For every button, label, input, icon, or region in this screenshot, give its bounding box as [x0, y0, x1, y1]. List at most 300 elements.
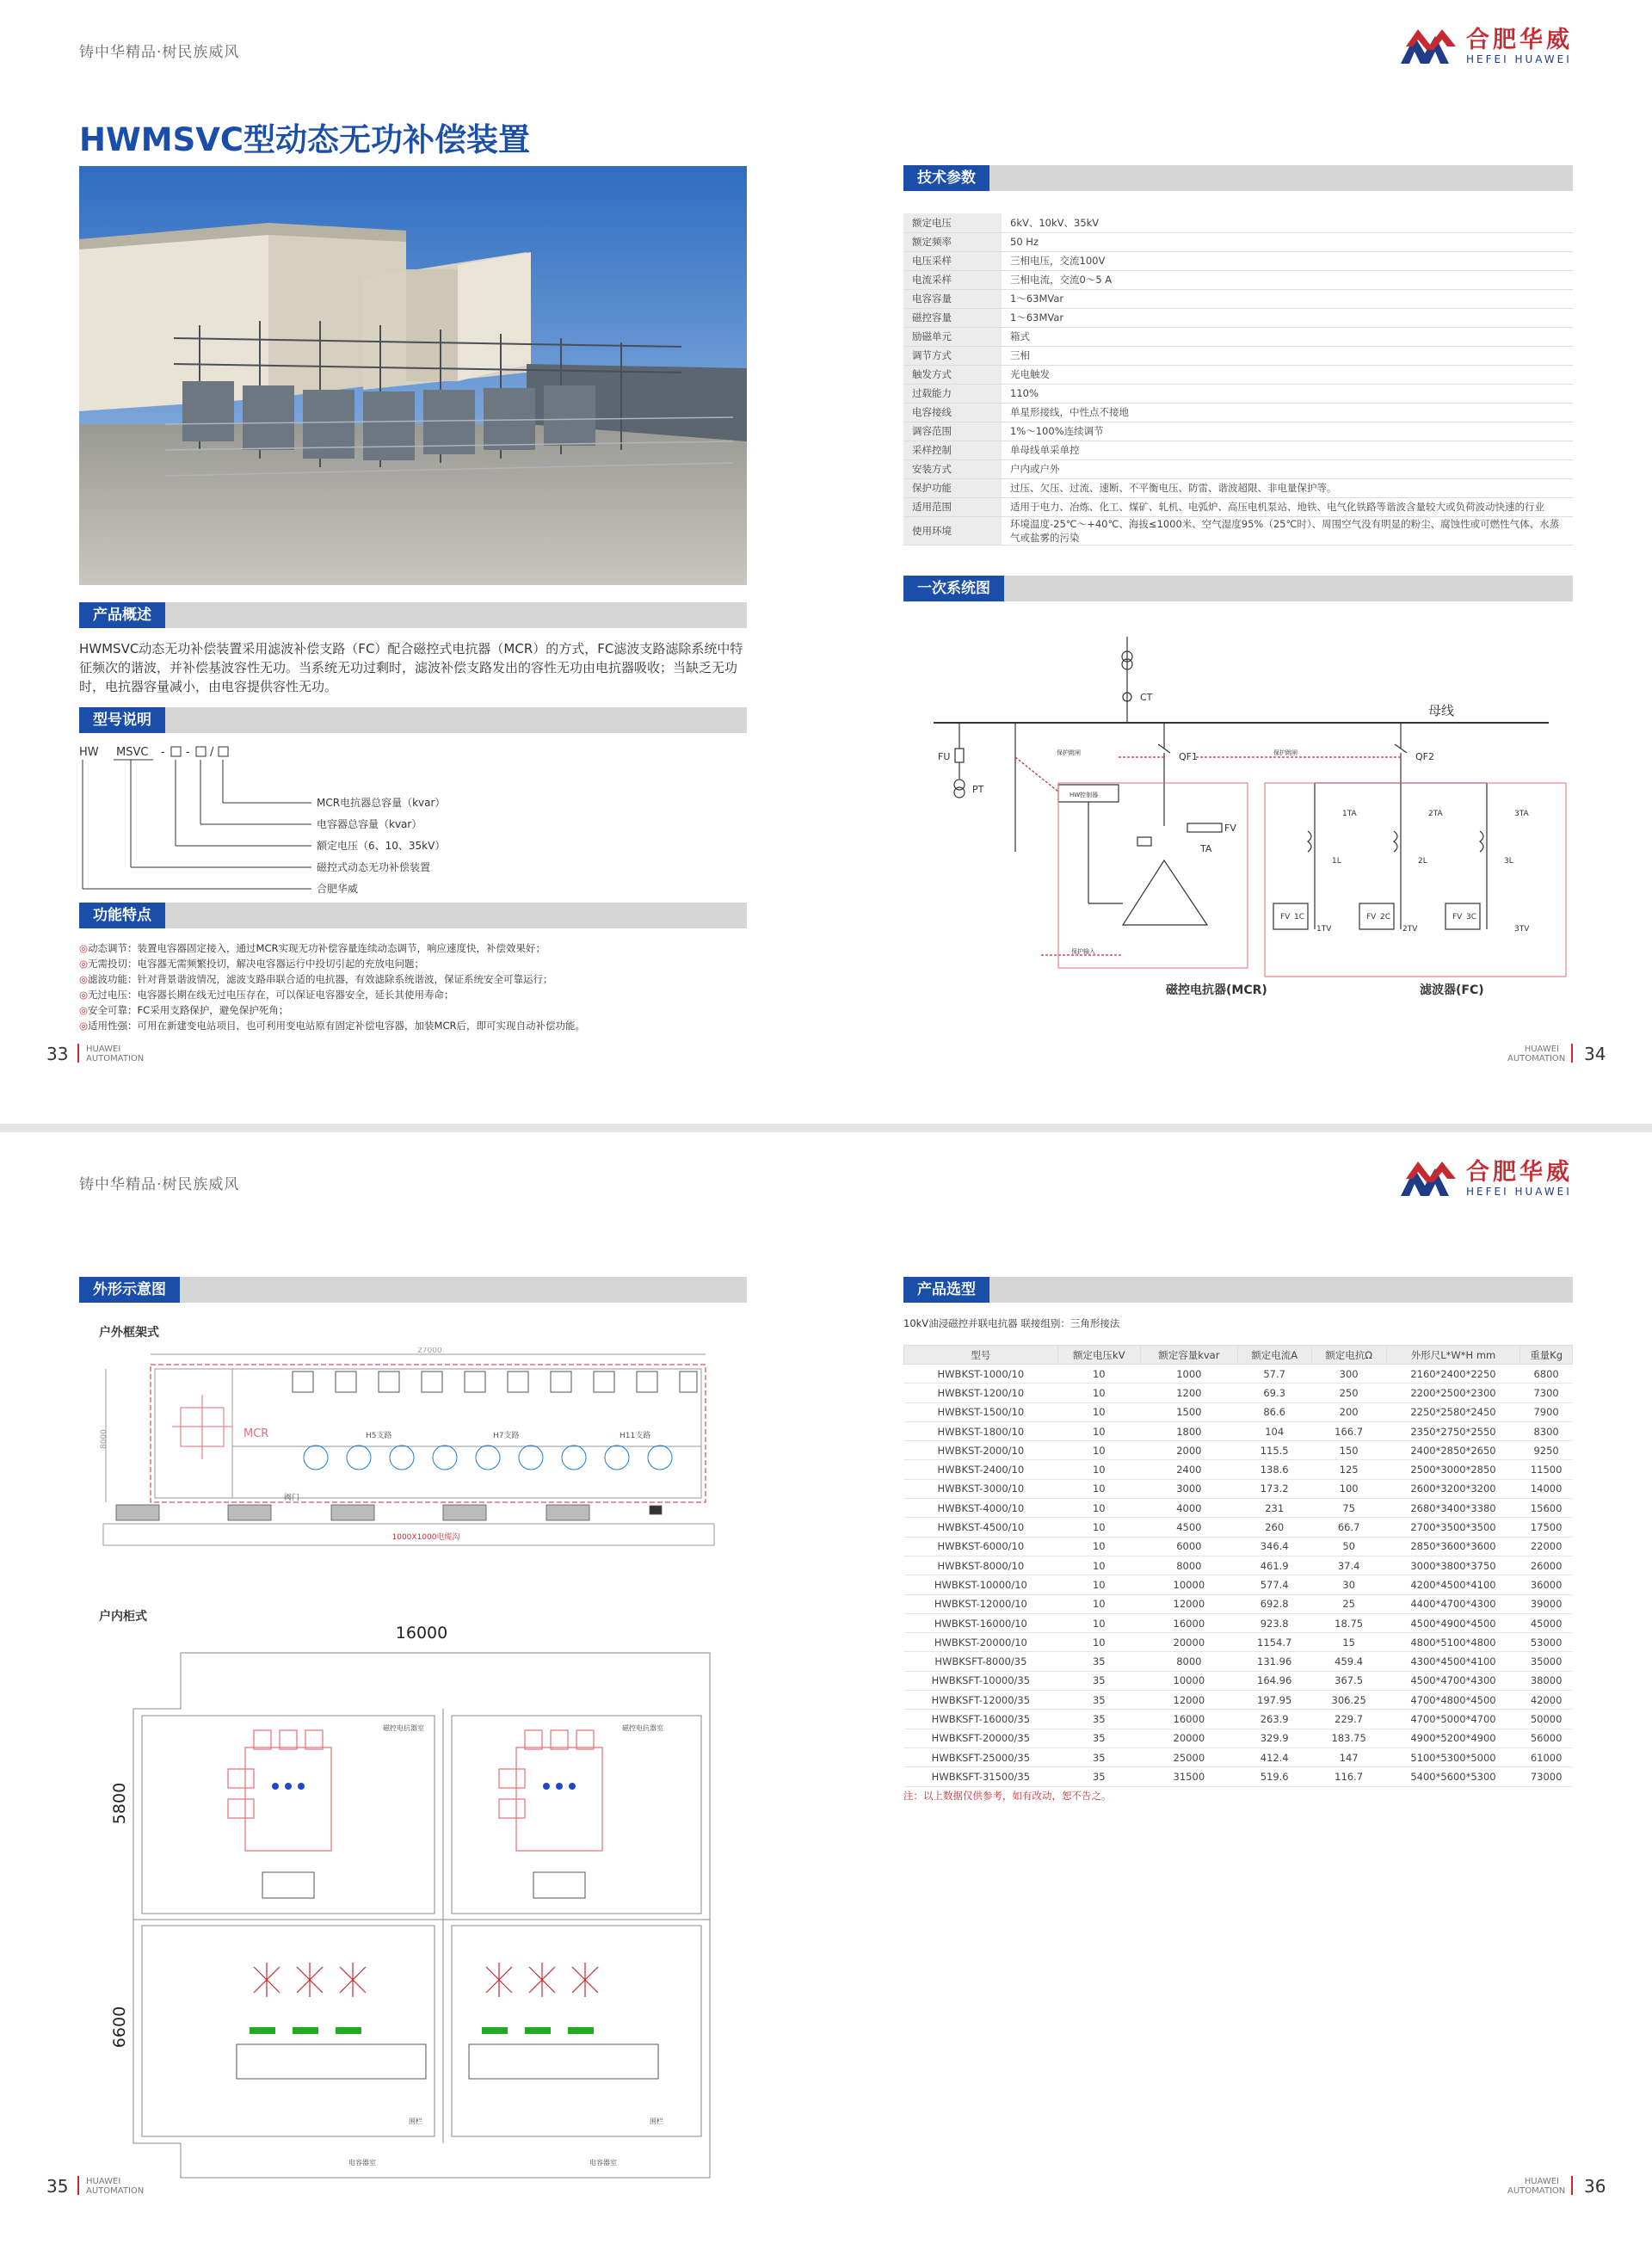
- tech-param-name: 磁控容量: [903, 308, 1002, 327]
- indoor-room-2: 磁控电抗器室: [622, 1724, 663, 1732]
- outdoor-label: 户外框架式: [99, 1326, 159, 1340]
- table-cell: HWBKSFT-16000/35: [904, 1710, 1058, 1729]
- table-cell: 692.8: [1237, 1594, 1311, 1613]
- outdoor-height: 8000: [100, 1429, 108, 1449]
- tech-param-value: 1～63MVar: [1002, 289, 1573, 308]
- table-cell: 173.2: [1237, 1479, 1311, 1498]
- table-cell: 459.4: [1311, 1652, 1386, 1671]
- tech-row: [903, 403, 1573, 422]
- outline-header: [79, 1277, 747, 1303]
- model-code-dash-2: -: [186, 746, 190, 759]
- tech-param-value: 环境温度-25℃～+40℃、海拔≤1000米、空气湿度95%（25℃时）、周围空气没有明显的粉尘、腐蚀性或可燃性气体、水蒸气或盐雾的污染: [1002, 516, 1573, 545]
- table-cell: 5400*5600*5300: [1386, 1767, 1520, 1786]
- table-cell: 50: [1311, 1537, 1386, 1556]
- table-cell: 197.95: [1237, 1691, 1311, 1710]
- table-cell: HWBKST-1800/10: [904, 1421, 1058, 1440]
- table-cell: 53000: [1520, 1633, 1573, 1652]
- overview-title: 产品概述: [79, 602, 165, 628]
- table-cell: 20000: [1140, 1729, 1237, 1747]
- tech-param-name: 安装方式: [903, 459, 1002, 478]
- table-cell: 4900*5200*4900: [1386, 1729, 1520, 1747]
- outdoor-cable: 1000X1000电缆沟: [391, 1533, 460, 1542]
- tech-param-value: 三相电流，交流0～5 A: [1002, 270, 1573, 289]
- footer-brand: HUAWEI AUTOMATION: [1507, 2177, 1566, 2196]
- tech-param-value: 适用于电力、冶炼、化工、煤矿、轧机、电弧炉、高压电机泵站、地铁、电气化铁路等谐波含量较大或负荷波动快速的行业: [1002, 497, 1573, 516]
- table-cell: 69.3: [1237, 1384, 1311, 1402]
- table-cell: 150: [1311, 1441, 1386, 1460]
- tech-table: [903, 213, 1573, 546]
- page-number-35: 35: [46, 2176, 69, 2197]
- outdoor-h11: H11支路: [620, 1432, 651, 1440]
- page-tagline: 铸中华精品·树民族威风: [79, 1176, 240, 1193]
- tech-param-value: 50 Hz: [1002, 232, 1573, 251]
- bullet-icon: ◎: [79, 1004, 89, 1016]
- tech-param-name: 调容范围: [903, 422, 1002, 441]
- model-code-hw: HW: [79, 746, 99, 759]
- tech-row: [903, 213, 1573, 232]
- tech-param-value: 单母线单采单控: [1002, 441, 1573, 459]
- page-tagline: 铸中华精品·树民族威风: [79, 44, 240, 61]
- model-header: [79, 707, 747, 733]
- table-cell: 35: [1057, 1652, 1140, 1671]
- table-cell: HWBKST-20000/10: [904, 1633, 1058, 1652]
- tech-param-value: 1%～100%连续调节: [1002, 422, 1573, 441]
- company-logo: [1399, 1160, 1573, 1198]
- outline-title: 外形示意图: [79, 1277, 180, 1303]
- table-cell: 412.4: [1237, 1747, 1311, 1766]
- page-number-34: 34: [1584, 1044, 1606, 1064]
- table-cell: 31500: [1140, 1767, 1237, 1786]
- table-cell: 260: [1237, 1518, 1311, 1537]
- tech-row: [903, 289, 1573, 308]
- table-cell: 36000: [1520, 1575, 1573, 1594]
- table-cell: 17500: [1520, 1518, 1573, 1537]
- table-cell: 10: [1057, 1556, 1140, 1575]
- indoor-layout-drawing: [99, 1623, 718, 2182]
- table-cell: 1800: [1140, 1421, 1237, 1440]
- tech-row: [903, 365, 1573, 384]
- table-column-header: 额定电压kV: [1057, 1346, 1140, 1365]
- table-cell: 11500: [1520, 1460, 1573, 1479]
- table-cell: HWBKST-12000/10: [904, 1594, 1058, 1613]
- table-cell: 4800*5100*4800: [1386, 1633, 1520, 1652]
- table-cell: 30: [1311, 1575, 1386, 1594]
- table-cell: 10000: [1140, 1575, 1237, 1594]
- table-cell: 5100*5300*5000: [1386, 1747, 1520, 1766]
- outdoor-h7: H7支路: [493, 1432, 520, 1440]
- table-cell: 14000: [1520, 1479, 1573, 1498]
- label-protect-1: 保护跳闸: [1057, 749, 1081, 756]
- table-cell: 10: [1057, 1575, 1140, 1594]
- tech-param-name: 使用环境: [903, 516, 1002, 545]
- indoor-room-1: 磁控电抗器室: [383, 1724, 424, 1732]
- label-2ta: 2TA: [1428, 810, 1443, 818]
- tech-param-name: 触发方式: [903, 365, 1002, 384]
- overview-text: HWMSVC动态无功补偿装置采用滤波补偿支路（FC）配合磁控式电抗器（MCR）的方式，FC滤波支路滤除系统中特征频次的谐波，并补偿基波容性无功。当系统无功过剩时，滤波补偿支路发出的容性无功由电抗器吸收；当缺乏无功时，电抗器容量减小，由电容提供容性无功。: [79, 641, 743, 694]
- table-cell: 250: [1311, 1384, 1386, 1402]
- table-cell: 56000: [1520, 1729, 1573, 1747]
- table-row: [904, 1671, 1573, 1690]
- tech-row: [903, 232, 1573, 251]
- tech-row: [903, 308, 1573, 327]
- table-cell: 4500*4700*4300: [1386, 1671, 1520, 1690]
- tech-param-value: 过压、欠压、过流、速断、不平衡电压、防雷、谐波超限、非电量保护等。: [1002, 478, 1573, 497]
- tech-title: 技术参数: [903, 165, 989, 191]
- table-row: [904, 1441, 1573, 1460]
- feature-item: ◎动态调节：装置电容器固定接入，通过MCR实现无功补偿容量连续动态调节，响应速度快，补偿效果好；: [79, 942, 546, 954]
- table-cell: 25: [1311, 1594, 1386, 1613]
- table-column-header: 型号: [904, 1346, 1058, 1365]
- label-fv: FV: [1224, 823, 1236, 834]
- selection-header: [903, 1277, 1573, 1303]
- indoor-label: 户内柜式: [99, 1610, 147, 1624]
- table-row: [904, 1575, 1573, 1594]
- table-cell: 42000: [1520, 1691, 1573, 1710]
- tech-row: [903, 459, 1573, 478]
- table-cell: HWBKST-8000/10: [904, 1556, 1058, 1575]
- tech-param-name: 电容接线: [903, 403, 1002, 422]
- table-cell: 131.96: [1237, 1652, 1311, 1671]
- label-3c: 3C: [1466, 913, 1477, 922]
- overview-header: [79, 602, 747, 628]
- bullet-icon: ◎: [79, 942, 89, 954]
- table-cell: 100: [1311, 1479, 1386, 1498]
- table-cell: 4700*5000*4700: [1386, 1710, 1520, 1729]
- selection-subtitle: 10kV油浸磁控并联电抗器 联接组别：三角形接法: [903, 1317, 1120, 1329]
- footer-brand: HUAWEI AUTOMATION: [86, 2177, 145, 2196]
- logo-mark-icon: [1399, 28, 1459, 65]
- selection-note: 注：以上数据仅供参考，如有改动，恕不告之。: [903, 1790, 1112, 1802]
- selection-table: [903, 1345, 1573, 1787]
- table-cell: 37.4: [1311, 1556, 1386, 1575]
- feature-item: ◎滤波功能：针对背景谐波情况，滤波支路串联合适的电抗器，有效滤除系统谐波，保证系统安全可靠运行；: [79, 973, 553, 985]
- model-item-3: 磁控式动态无功补偿装置: [317, 861, 431, 873]
- outdoor-gate: 阀门: [284, 1494, 300, 1502]
- table-cell: HWBKST-10000/10: [904, 1575, 1058, 1594]
- page-title: HWMSVC型动态无功补偿装置: [79, 121, 531, 158]
- table-cell: 2680*3400*3380: [1386, 1499, 1520, 1518]
- table-row: [904, 1691, 1573, 1710]
- table-cell: 10: [1057, 1613, 1140, 1632]
- table-cell: HWBKST-1000/10: [904, 1365, 1058, 1384]
- indoor-h2: 6600: [110, 2006, 129, 2049]
- label-controller: HW控制器: [1069, 792, 1099, 798]
- table-cell: HWBKSFT-12000/35: [904, 1691, 1058, 1710]
- table-cell: 20000: [1140, 1633, 1237, 1652]
- label-2c: 2C: [1380, 913, 1391, 922]
- outdoor-width: 27000: [417, 1347, 442, 1355]
- feature-item: ◎无需投切：电容器无需频繁投切，解决电容器运行中投切引起的充放电问题；: [79, 958, 425, 970]
- logo-text-cn: 合肥华威: [1466, 27, 1573, 53]
- diagram-header: [903, 576, 1573, 601]
- tech-header: [903, 165, 1573, 191]
- model-item-1: 电容器总容量（kvar）: [317, 818, 422, 830]
- table-cell: 2400: [1140, 1460, 1237, 1479]
- footer-brand: HUAWEI AUTOMATION: [86, 1045, 145, 1063]
- table-row: [904, 1384, 1573, 1402]
- table-cell: 4400*4700*4300: [1386, 1594, 1520, 1613]
- table-cell: HWBKST-3000/10: [904, 1479, 1058, 1498]
- table-cell: 329.9: [1237, 1729, 1311, 1747]
- logo-mark-icon: [1399, 1160, 1459, 1198]
- table-cell: 1000: [1140, 1365, 1237, 1384]
- table-cell: 10: [1057, 1518, 1140, 1537]
- table-cell: 10: [1057, 1421, 1140, 1440]
- label-3tv: 3TV: [1514, 925, 1530, 934]
- table-cell: 229.7: [1311, 1710, 1386, 1729]
- logo-text-cn: 合肥华威: [1466, 1159, 1573, 1186]
- table-cell: HWBKST-16000/10: [904, 1613, 1058, 1632]
- table-cell: 125: [1311, 1460, 1386, 1479]
- table-cell: 73000: [1520, 1767, 1573, 1786]
- table-row: [904, 1747, 1573, 1766]
- table-cell: 2200*2500*2300: [1386, 1384, 1520, 1402]
- tech-param-name: 电压采样: [903, 251, 1002, 270]
- table-cell: 4700*4800*4500: [1386, 1691, 1520, 1710]
- table-cell: 15: [1311, 1633, 1386, 1652]
- table-cell: 300: [1311, 1365, 1386, 1384]
- table-cell: 461.9: [1237, 1556, 1311, 1575]
- features-title: 功能特点: [79, 903, 165, 928]
- table-column-header: 额定电流A: [1237, 1346, 1311, 1365]
- tech-param-name: 调节方式: [903, 346, 1002, 365]
- table-cell: 346.4: [1237, 1537, 1311, 1556]
- table-cell: 6800: [1520, 1365, 1573, 1384]
- table-column-header: 外形尺L*W*H mm: [1386, 1346, 1520, 1365]
- table-cell: 12000: [1140, 1691, 1237, 1710]
- table-cell: 10: [1057, 1633, 1140, 1652]
- table-cell: HWBKST-2000/10: [904, 1441, 1058, 1460]
- tech-param-value: 光电触发: [1002, 365, 1573, 384]
- table-cell: 35: [1057, 1671, 1140, 1690]
- diagram-title: 一次系统图: [903, 576, 1004, 601]
- tech-param-value: 1～63MVar: [1002, 308, 1573, 327]
- logo-text-en: HEFEI HUAWEI: [1466, 53, 1572, 65]
- table-cell: 2500*3000*2850: [1386, 1460, 1520, 1479]
- table-cell: 138.6: [1237, 1460, 1311, 1479]
- table-cell: 164.96: [1237, 1671, 1311, 1690]
- table-cell: 10: [1057, 1479, 1140, 1498]
- table-column-header: 额定容量kvar: [1140, 1346, 1237, 1365]
- label-ct: CT: [1140, 692, 1153, 703]
- tech-param-value: 单星形接线，中性点不接地: [1002, 403, 1573, 422]
- label-fv-2: FV: [1366, 913, 1377, 922]
- table-row: [904, 1460, 1573, 1479]
- table-cell: 923.8: [1237, 1613, 1311, 1632]
- label-busbar: 母线: [1428, 703, 1455, 718]
- tech-param-name: 额定频率: [903, 232, 1002, 251]
- table-cell: 8000: [1140, 1652, 1237, 1671]
- page-number-divider: [1571, 2176, 1573, 2195]
- model-code-msvc: MSVC: [116, 746, 149, 759]
- tech-row: [903, 270, 1573, 289]
- label-1ta: 1TA: [1342, 810, 1357, 818]
- table-cell: HWBKSFT-31500/35: [904, 1767, 1058, 1786]
- bullet-icon: ◎: [79, 1020, 89, 1032]
- table-cell: 263.9: [1237, 1710, 1311, 1729]
- table-cell: 200: [1311, 1402, 1386, 1421]
- table-cell: 22000: [1520, 1537, 1573, 1556]
- tech-param-value: 6kV、10kV、35kV: [1002, 213, 1573, 232]
- table-cell: 39000: [1520, 1594, 1573, 1613]
- table-cell: 12000: [1140, 1594, 1237, 1613]
- table-row: [904, 1633, 1573, 1652]
- substation-photo: [79, 166, 747, 585]
- table-column-header: 额定电抗Ω: [1311, 1346, 1386, 1365]
- table-cell: HWBKST-4000/10: [904, 1499, 1058, 1518]
- table-cell: 66.7: [1311, 1518, 1386, 1537]
- table-cell: 57.7: [1237, 1365, 1311, 1384]
- indoor-h1: 5800: [110, 1782, 129, 1825]
- model-code-slash: /: [210, 746, 214, 759]
- feature-item: ◎无过电压：电容器长期在线无过电压存在，可以保证电容器安全，延长其使用寿命；: [79, 989, 454, 1001]
- table-cell: 15600: [1520, 1499, 1573, 1518]
- table-cell: 8000: [1140, 1556, 1237, 1575]
- indoor-width: 16000: [395, 1624, 448, 1643]
- table-cell: HWBKST-1200/10: [904, 1384, 1058, 1402]
- table-cell: 6000: [1140, 1537, 1237, 1556]
- table-cell: 25000: [1140, 1747, 1237, 1766]
- label-fv-1: FV: [1280, 913, 1291, 922]
- table-cell: 35000: [1520, 1652, 1573, 1671]
- tech-param-name: 电流采样: [903, 270, 1002, 289]
- tech-param-name: 保护功能: [903, 478, 1002, 497]
- table-row: [904, 1499, 1573, 1518]
- tech-row: [903, 251, 1573, 270]
- table-cell: 10: [1057, 1460, 1140, 1479]
- table-row: [904, 1767, 1573, 1786]
- table-cell: 1200: [1140, 1384, 1237, 1402]
- table-cell: 10: [1057, 1441, 1140, 1460]
- label-1tv: 1TV: [1316, 925, 1332, 934]
- page-number-divider: [1571, 1044, 1573, 1063]
- table-cell: 2160*2400*2250: [1386, 1365, 1520, 1384]
- table-cell: 3000*3800*3750: [1386, 1556, 1520, 1575]
- label-mcr: 磁控电抗器(MCR): [1166, 983, 1267, 997]
- table-cell: 61000: [1520, 1747, 1573, 1766]
- table-cell: 45000: [1520, 1613, 1573, 1632]
- table-cell: 4000: [1140, 1499, 1237, 1518]
- label-protect-2: 保护跳闸: [1273, 749, 1298, 756]
- table-cell: HWBKST-6000/10: [904, 1537, 1058, 1556]
- table-cell: 3000: [1140, 1479, 1237, 1498]
- table-cell: HWBKSFT-10000/35: [904, 1671, 1058, 1690]
- table-cell: 16000: [1140, 1613, 1237, 1632]
- tech-row: [903, 441, 1573, 459]
- table-cell: 577.4: [1237, 1575, 1311, 1594]
- tech-param-value: 三相电压，交流100V: [1002, 251, 1573, 270]
- table-cell: 35: [1057, 1767, 1140, 1786]
- table-cell: 7300: [1520, 1384, 1573, 1402]
- model-title: 型号说明: [79, 707, 165, 733]
- tech-param-value: 三相: [1002, 346, 1573, 365]
- tech-param-value: 110%: [1002, 384, 1573, 403]
- table-cell: 10: [1057, 1384, 1140, 1402]
- spread-33-34: [0, 0, 1652, 1124]
- table-column-header: 重量Kg: [1520, 1346, 1573, 1365]
- tech-param-name: 电容容量: [903, 289, 1002, 308]
- label-3l: 3L: [1504, 857, 1513, 866]
- table-cell: 147: [1311, 1747, 1386, 1766]
- table-cell: 4500: [1140, 1518, 1237, 1537]
- table-cell: 75: [1311, 1499, 1386, 1518]
- footer-brand: HUAWEI AUTOMATION: [1507, 1045, 1566, 1063]
- table-cell: 10000: [1140, 1671, 1237, 1690]
- spread-35-36: [0, 1132, 1652, 2256]
- label-qf2: QF2: [1415, 751, 1434, 762]
- logo-text-en: HEFEI HUAWEI: [1466, 1186, 1572, 1198]
- table-row: [904, 1365, 1573, 1384]
- table-row: [904, 1537, 1573, 1556]
- table-cell: 35: [1057, 1729, 1140, 1747]
- tech-row: [903, 327, 1573, 346]
- label-1c: 1C: [1294, 913, 1305, 922]
- label-2l: 2L: [1418, 857, 1427, 866]
- tech-param-value: 箱式: [1002, 327, 1573, 346]
- table-cell: 306.25: [1311, 1691, 1386, 1710]
- table-cell: 2850*3600*3600: [1386, 1537, 1520, 1556]
- table-cell: 86.6: [1237, 1402, 1311, 1421]
- company-logo: [1399, 28, 1573, 65]
- table-cell: 519.6: [1237, 1767, 1311, 1786]
- label-pt: PT: [972, 784, 984, 795]
- tech-row: [903, 346, 1573, 365]
- tech-row: [903, 384, 1573, 403]
- table-cell: 10: [1057, 1537, 1140, 1556]
- table-cell: 231: [1237, 1499, 1311, 1518]
- table-cell: 8300: [1520, 1421, 1573, 1440]
- tech-param-name: 采样控制: [903, 441, 1002, 459]
- model-code-dash-1: -: [161, 746, 165, 759]
- label-fu: FU: [938, 751, 951, 762]
- model-code-diagram: [79, 742, 492, 905]
- table-cell: 367.5: [1311, 1671, 1386, 1690]
- feature-item: ◎适用性强：可用在新建变电站项目，也可利用变电站原有固定补偿电容器，加装MCR后，即可实现自动补偿功能。: [79, 1020, 585, 1032]
- table-row: [904, 1556, 1573, 1575]
- table-row: [904, 1729, 1573, 1747]
- indoor-fence-2: 围栏: [650, 2117, 663, 2125]
- tech-param-name: 适用范围: [903, 497, 1002, 516]
- page-number-36: 36: [1584, 2176, 1606, 2197]
- indoor-fence-1: 围栏: [409, 2117, 422, 2125]
- page-number-divider: [77, 1044, 79, 1063]
- table-cell: 18.75: [1311, 1613, 1386, 1632]
- page-number-divider: [77, 2176, 79, 2195]
- model-item-4: 合肥华威: [317, 883, 359, 895]
- table-cell: 2600*3200*3200: [1386, 1479, 1520, 1498]
- table-cell: 104: [1237, 1421, 1311, 1440]
- single-line-diagram: [912, 619, 1575, 1015]
- table-cell: HWBKST-2400/10: [904, 1460, 1058, 1479]
- tech-row: [903, 516, 1573, 545]
- features-header: [79, 903, 747, 928]
- table-cell: 50000: [1520, 1710, 1573, 1729]
- table-cell: 116.7: [1311, 1767, 1386, 1786]
- table-cell: HWBKST-4500/10: [904, 1518, 1058, 1537]
- tech-param-value: 户内或户外: [1002, 459, 1573, 478]
- table-cell: 10: [1057, 1499, 1140, 1518]
- table-cell: 9250: [1520, 1441, 1573, 1460]
- indoor-cap-room-1: 电容器室: [348, 2159, 376, 2167]
- tech-param-name: 额定电压: [903, 213, 1002, 232]
- label-1l: 1L: [1332, 857, 1341, 866]
- table-cell: HWBKSFT-25000/35: [904, 1747, 1058, 1766]
- table-cell: 115.5: [1237, 1441, 1311, 1460]
- label-3ta: 3TA: [1514, 810, 1529, 818]
- table-cell: 35: [1057, 1691, 1140, 1710]
- features-list: [79, 940, 747, 1033]
- table-cell: 4500*4900*4500: [1386, 1613, 1520, 1632]
